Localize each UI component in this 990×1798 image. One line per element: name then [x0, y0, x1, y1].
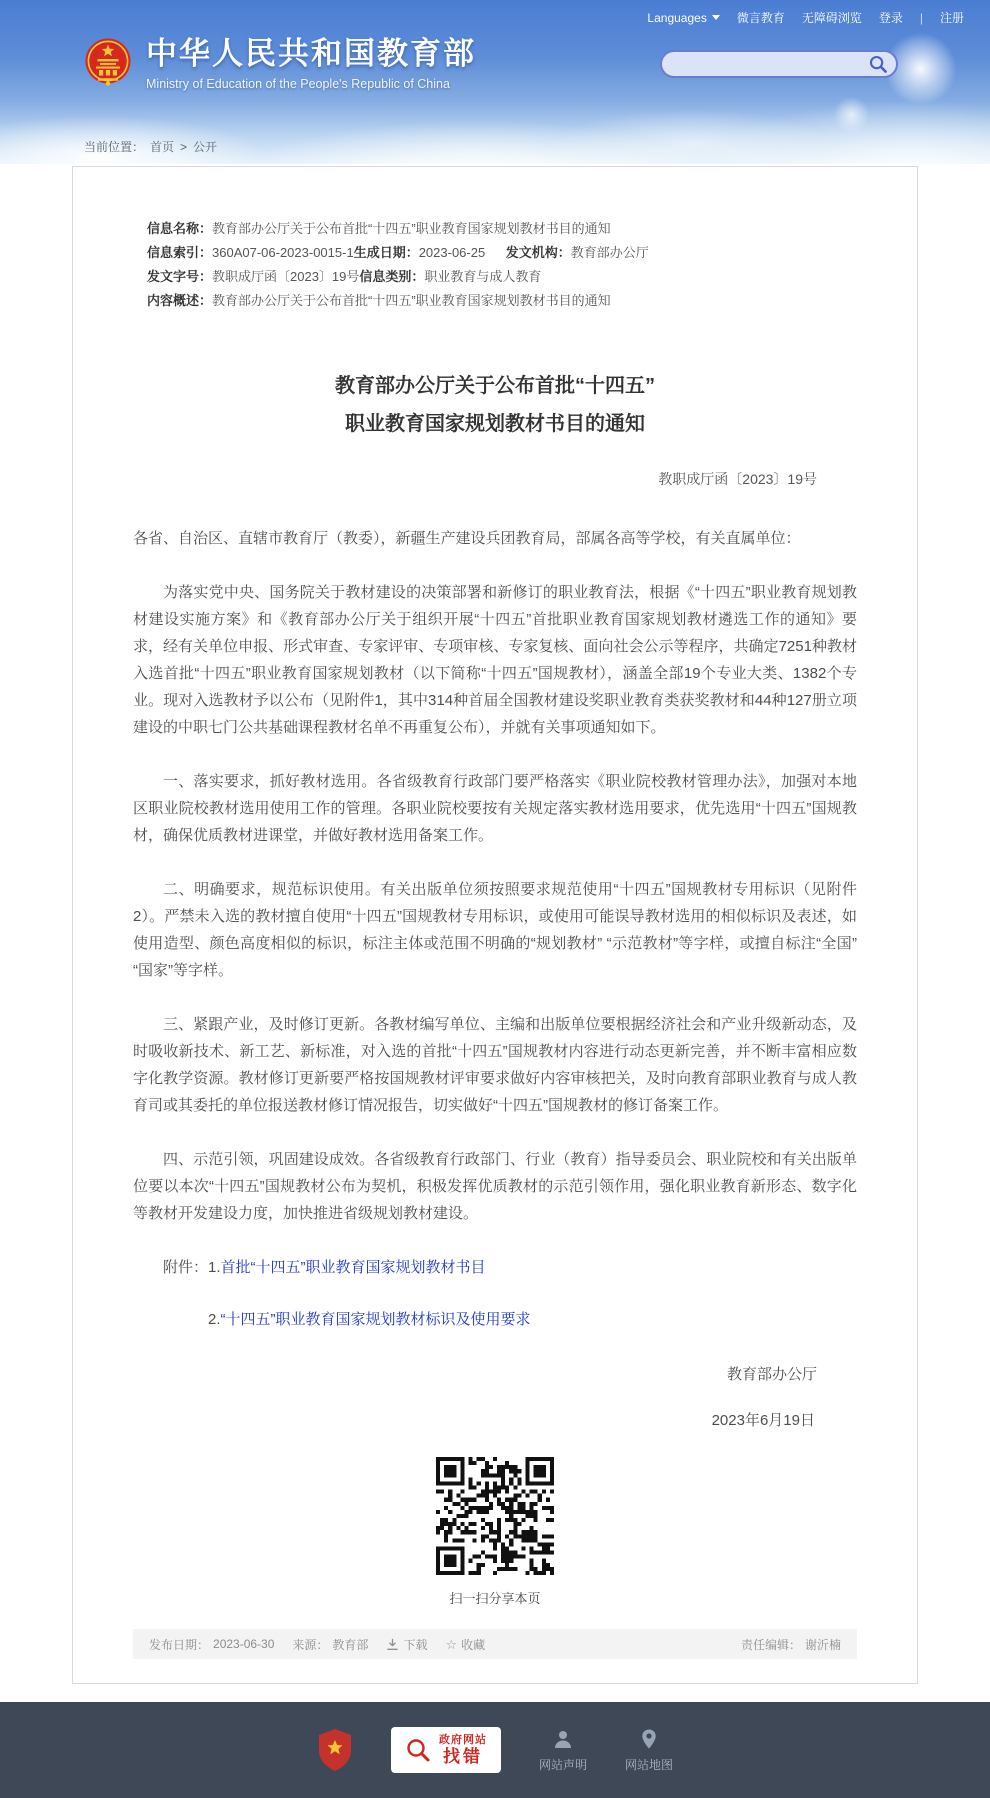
badge-line1: 政府网站 — [438, 1733, 487, 1746]
article-paragraph: 三、紧跟产业，及时修订更新。各教材编写单位、主编和出版单位要根据经济社会和产业升级新动态，及时吸收新技术、新工艺、新标准，对入选的首批“十四五”国规教材内容进行动态更新完善，并不断丰富相应数字化教学资源。教材修订更新要严格按国规教材评审要求做好内容审核把关，及时向教育部职业教育与成人教育司或其委托的单位报送教材修订情况报告，切实做好“十四五”国规教材的修订备案工作。 — [133, 1016, 857, 1114]
qr-caption: 扫一扫分享本页 — [449, 1591, 541, 1606]
document-meta-table — [147, 217, 857, 313]
accessibility-link[interactable]: 无障碍浏览 — [801, 11, 862, 25]
site-footer — [0, 1702, 990, 1798]
government-shield-icon — [317, 1728, 353, 1772]
site-map-icon — [638, 1728, 660, 1750]
meta-org-label: 发文机构： — [505, 245, 571, 260]
error-report-magnifier-icon — [405, 1737, 431, 1763]
site-map-link[interactable] — [625, 1728, 673, 1773]
meta-gendate-value: 2023-06-25 — [418, 245, 486, 260]
site-map-label: 网站地图 — [625, 1757, 674, 1772]
attachment-line-1 — [163, 1254, 857, 1281]
breadcrumb-label: 当前位置： — [84, 140, 145, 154]
chevron-down-icon — [712, 15, 720, 20]
article-title — [133, 367, 857, 443]
site-brand[interactable] — [84, 34, 476, 92]
site-error-report-badge[interactable] — [391, 1727, 501, 1773]
article-title-line2: 职业教育国家规划教材书目的通知 — [345, 413, 645, 435]
article-paragraph: 一、落实要求，抓好教材选用。各省级教育行政部门要严格落实《职业院校教材管理办法》，加强对本地区职业院校教材选用使用工作的管理。各职业院校要按有关规定落实教材选用要求，优先选用“十四五”国规教材，确保优质教材进课堂，并做好教材选用备案工作。 — [133, 773, 857, 844]
site-header — [0, 0, 990, 164]
attachment-2-link[interactable]: “十四五”职业教育国家规划教材标识及使用要求 — [220, 1311, 531, 1328]
download-button[interactable] — [386, 1636, 427, 1653]
qr-code — [433, 1454, 557, 1578]
site-subtitle: Ministry of Education of the People's Republic of China — [146, 77, 450, 91]
document-action-bar — [133, 1629, 857, 1659]
attachment-2-no: 2. — [208, 1311, 221, 1328]
top-utility-bar — [647, 9, 964, 26]
languages-label: Languages — [647, 10, 707, 25]
download-icon — [386, 1638, 399, 1651]
meta-docno-value: 教职成厅函〔2023〕19号 — [212, 269, 360, 284]
source: 来源： 教育部 — [292, 1637, 369, 1652]
meta-name-value: 教育部办公厅关于公布首批“十四五”职业教育国家规划教材书目的通知 — [212, 221, 611, 236]
meta-index-value: 360A07-06-2023-0015-1 — [212, 245, 354, 260]
attachment-label: 附件： — [163, 1259, 209, 1276]
site-statement-icon — [552, 1728, 574, 1750]
article-paragraph: 四、示范引领，巩固建设成效。各省级教育行政部门、行业（教育）指导委员会、职业院校和有关出版单位要以本次“十四五”国规教材公布为契机，积极发挥优质教材的示范引领作用，强化职业教育新形态、数字化等教材开发建设力度，加快推进省级规划教材建设。 — [133, 1151, 857, 1222]
attachment-1-no: 1. — [208, 1259, 221, 1276]
site-statement-link[interactable] — [539, 1728, 587, 1773]
languages-menu[interactable] — [647, 11, 719, 25]
meta-index-label: 信息索引： — [147, 245, 213, 260]
meta-summary-label: 内容概述： — [147, 293, 213, 308]
favorite-icon: ☆ — [445, 1636, 458, 1652]
topbar-divider: | — [919, 10, 923, 25]
badge-line2: 找错 — [442, 1746, 483, 1766]
share-section — [133, 1454, 857, 1607]
meta-row-name — [147, 217, 857, 241]
search-input[interactable] — [676, 57, 868, 72]
editor: 责任编辑： 谢沂楠 — [740, 1637, 841, 1652]
attachment-1-link[interactable]: 首批“十四五”职业教育国家规划教材书目 — [220, 1259, 486, 1276]
favorite-label: 收藏 — [461, 1637, 486, 1652]
breadcrumb — [84, 138, 217, 155]
attachment-line-2 — [163, 1306, 857, 1333]
meta-row-summary — [147, 289, 857, 313]
article-sign-date: 2023年6月19日 — [711, 1412, 815, 1429]
article-paragraph: 为落实党中央、国务院关于教材建设的决策部署和新修订的职业教育法，根据《“十四五”职业教育规划教材建设实施方案》和《教育部办公厅关于组织开展“十四五”首批职业教育国家规划教材遴选工作的通知》要求，经有关单位申报、形式审查、专家评审、专项审核、专家复核、面向社会公示等程序，共确定7251种教材入选首批“十四五”职业教育国家规划教材（以下简称“十四五”国规教材），涵盖全部19个专业大类、1382个专业。现对入选教材予以公布（见附件1，其中314种首届全国教材建设奖职业教育类获奖教材和44种127册立项建设的中职七门公共基础课程教材名单不再重复公布），并就有关事项通知如下。 — [133, 584, 857, 736]
document-card — [72, 166, 918, 1684]
publish-date: 发布日期： 2023-06-30 — [149, 1637, 275, 1652]
meta-org-value: 教育部办公厅 — [570, 245, 649, 260]
download-label: 下载 — [403, 1637, 428, 1652]
attachments-block — [133, 1254, 857, 1333]
meta-gendate-label: 生成日期： — [353, 245, 419, 260]
meta-summary-value: 教育部办公厅关于公布首批“十四五”职业教育国家规划教材书目的通知 — [212, 293, 611, 308]
weiyan-link[interactable]: 微言教育 — [736, 11, 785, 25]
meta-row-docno — [147, 265, 857, 289]
brand-text — [146, 34, 476, 91]
meta-category-value: 职业教育与成人教育 — [424, 269, 542, 284]
breadcrumb-section[interactable]: 公开 — [193, 140, 218, 154]
article-salutation: 各省、自治区、直辖市教育厅（教委），新疆生产建设兵团教育局，部属各高等学校，有关直属单位： — [133, 530, 801, 547]
favorite-button[interactable] — [445, 1636, 485, 1653]
meta-name-label: 信息名称： — [147, 221, 213, 236]
article-title-line1: 教育部办公厅关于公布首批“十四五” — [335, 375, 655, 397]
breadcrumb-separator: > — [180, 139, 188, 154]
meta-row-index — [147, 241, 857, 265]
article-paragraph: 二、明确要求，规范标识使用。有关出版单位须按照要求规范使用“十四五”国规教材专用标识（见附件2）。严禁未入选的教材擅自使用“十四五”国规教材专用标识，或使用可能误导教材选用的相似标识及表述，如使用造型、颜色高度相似的标识，标注主体或范围不明确的“规划教材” “示范教材”等字样，或擅自标注“全国” “国家”等字样。 — [133, 881, 857, 979]
register-link[interactable]: 注册 — [939, 11, 964, 25]
site-title: 中华人民共和国教育部 — [146, 36, 476, 71]
site-statement-label: 网站声明 — [538, 1757, 587, 1772]
national-emblem-logo — [84, 34, 132, 92]
meta-category-label: 信息类别： — [359, 269, 425, 284]
search-bar — [660, 50, 898, 78]
article-doc-number: 教职成厅函〔2023〕19号 — [658, 471, 817, 487]
login-link[interactable]: 登录 — [878, 11, 903, 25]
article-signer: 教育部办公厅 — [726, 1366, 817, 1383]
breadcrumb-home[interactable]: 首页 — [150, 140, 175, 154]
meta-docno-label: 发文字号： — [147, 269, 213, 284]
search-icon[interactable] — [868, 54, 888, 74]
